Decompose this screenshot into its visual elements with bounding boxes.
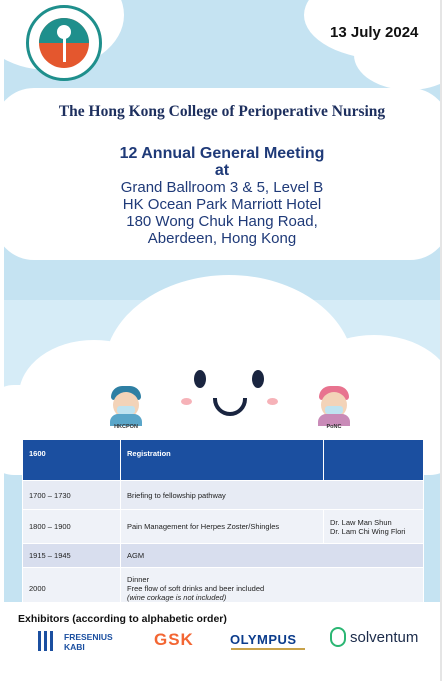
event-cell: Registration	[121, 440, 324, 481]
time-cell: 1915 – 1945	[23, 544, 121, 568]
ponc-mascot	[314, 384, 354, 424]
poster	[4, 0, 442, 681]
olympus-logo: OLYMPUS	[230, 632, 297, 647]
venue-line-2: HK Ocean Park Marriott Hotel	[122, 196, 322, 213]
venue-line-1: Grand Ballroom 3 & 5, Level B	[120, 179, 324, 196]
fresenius-bar	[44, 631, 47, 651]
speaker-cell	[324, 510, 424, 544]
table-row	[23, 440, 424, 481]
mascot-mask	[325, 406, 343, 414]
speaker-name: Dr. Lam Chi Wing Flori	[330, 526, 406, 536]
solventum-icon	[330, 627, 346, 647]
cloud-left-cheek	[181, 398, 192, 405]
speaker-name: Dr. Law Man Shun	[330, 517, 392, 527]
event-line: Free flow of soft drinks and beer included	[127, 584, 265, 593]
mascot-mask	[117, 406, 135, 414]
fresenius-text: FRESENIUS	[64, 632, 113, 642]
fresenius-bar	[38, 631, 41, 651]
cloud-right-eye	[252, 370, 264, 388]
meeting-title-line-2: at	[214, 162, 230, 179]
olympus-underline	[231, 648, 305, 650]
venue-line-3: 180 Wong Chuk Hang Road,	[126, 213, 318, 230]
speaker-cell	[324, 440, 424, 481]
logo-stem	[63, 38, 66, 62]
event-date: 13 July 2024	[330, 24, 419, 41]
event-cell: Briefing to fellowship pathway	[121, 481, 424, 510]
table-row	[23, 544, 424, 568]
meeting-title-line-1: 12 Annual General Meeting	[119, 145, 325, 162]
event-line: Dinner	[127, 575, 150, 584]
fresenius-logo-icon	[38, 631, 58, 651]
venue-address	[4, 179, 440, 247]
time-cell: 2000	[23, 568, 121, 610]
fresenius-bar	[50, 631, 53, 651]
cloud-left-eye	[194, 370, 206, 388]
cloud-right-cheek	[267, 398, 278, 405]
fresenius-kabi-logo	[64, 632, 113, 652]
college-name: The Hong Kong College of Perioperative Nursing	[58, 103, 386, 120]
ponc-label: PoNC	[326, 424, 342, 430]
logo-flower-icon	[57, 25, 71, 39]
event-note: (wine corkage is not included)	[127, 593, 227, 602]
time-cell: 1600	[23, 440, 121, 481]
time-cell: 1800 – 1900	[23, 510, 121, 544]
kabi-text: KABI	[64, 642, 85, 652]
gsk-logo: GSK	[154, 630, 194, 649]
schedule-table	[22, 439, 424, 610]
event-cell: AGM	[121, 544, 424, 568]
venue-line-4: Aberdeen, Hong Kong	[147, 230, 297, 247]
table-row	[23, 481, 424, 510]
hkcpon-mascot	[106, 384, 146, 424]
time-cell: 1700 – 1730	[23, 481, 121, 510]
exhibitors-title: Exhibitors (according to alphabetic order)	[18, 613, 227, 625]
hkcpon-label: HKCPON	[114, 424, 138, 430]
college-logo	[26, 5, 102, 81]
table-row	[23, 510, 424, 544]
meeting-title	[4, 145, 440, 179]
solventum-logo: solventum	[350, 629, 419, 646]
event-cell: Pain Management for Herpes Zoster/Shingles	[121, 510, 324, 544]
